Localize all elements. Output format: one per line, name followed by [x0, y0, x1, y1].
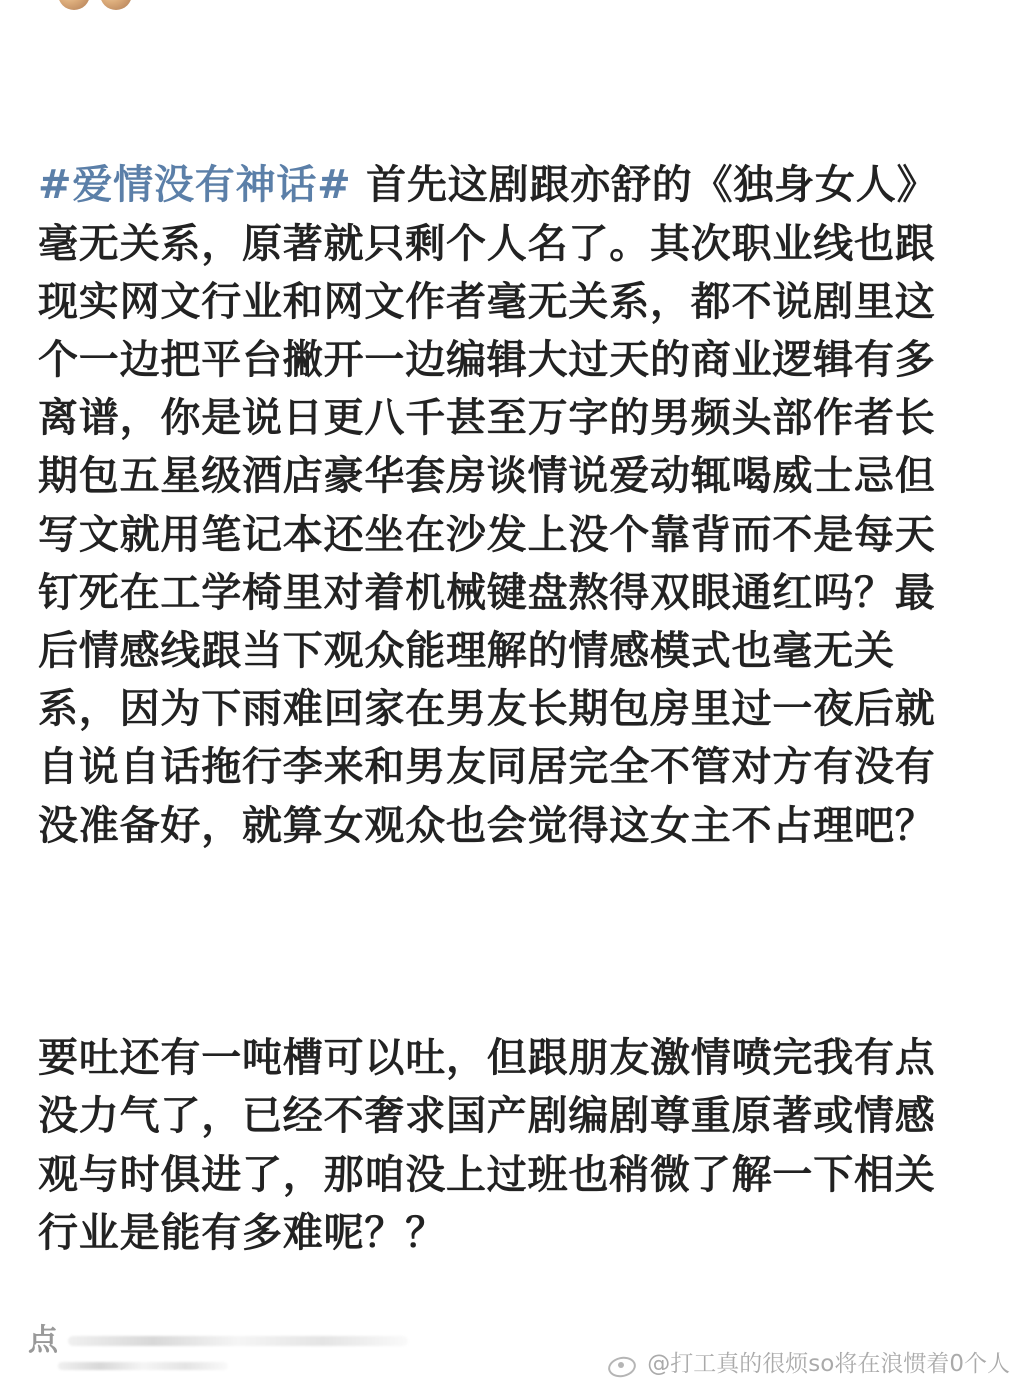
hashtag-link[interactable]: #爱情没有神话#: [38, 162, 352, 209]
footer-left-text: 点: [28, 1323, 58, 1358]
post-footer-blurred: [28, 1318, 408, 1364]
post-paragraph: 要吐还有一吨槽可以吐，但跟朋友激情喷完我有点没力气了，已经不奢求国产剧编剧尊重原著或情感观与时俱进了，那咱没上过班也稍微了解一下相关行业是能有多难呢？？: [38, 1035, 936, 1256]
blurred-text-bar: [58, 1362, 228, 1370]
post-content: [38, 40, 958, 1320]
weibo-icon: [605, 1352, 639, 1376]
avatar[interactable]: [58, 0, 90, 10]
avatar-strip: [58, 0, 142, 10]
blurred-text-bar: [68, 1336, 408, 1346]
post-paragraph: [38, 156, 958, 854]
watermark: [605, 1352, 1010, 1376]
avatar[interactable]: [100, 0, 132, 10]
watermark-text: @打工真的很烦so将在浪惯着0个人: [647, 1350, 1010, 1377]
post-text: 首先这剧跟亦舒的《独身女人》毫无关系，原著就只剩个人名了。其次职业线也跟现实网文行业和网文作者毫无关系，都不说剧里这个一边把平台撇开一边编辑大过天的商业逻辑有多离谱，你是说日更八千甚至万字的男频头部作者长期包五星级酒店豪华套房谈情说爱动辄喝威士忌但写文就用笔记本还坐在沙发上没个靠背而不是每天钉死在工学椅里对着机械键盘熬得双眼通红吗？最后情感线跟当下观众能理解的情感模式也毫无关系，因为下雨难回家在男友长期包房里过一夜后就自说自话拖行李来和男友同居完全不管对方有没有没准备好，就算女观众也会觉得这女主不占理吧？: [38, 162, 938, 849]
